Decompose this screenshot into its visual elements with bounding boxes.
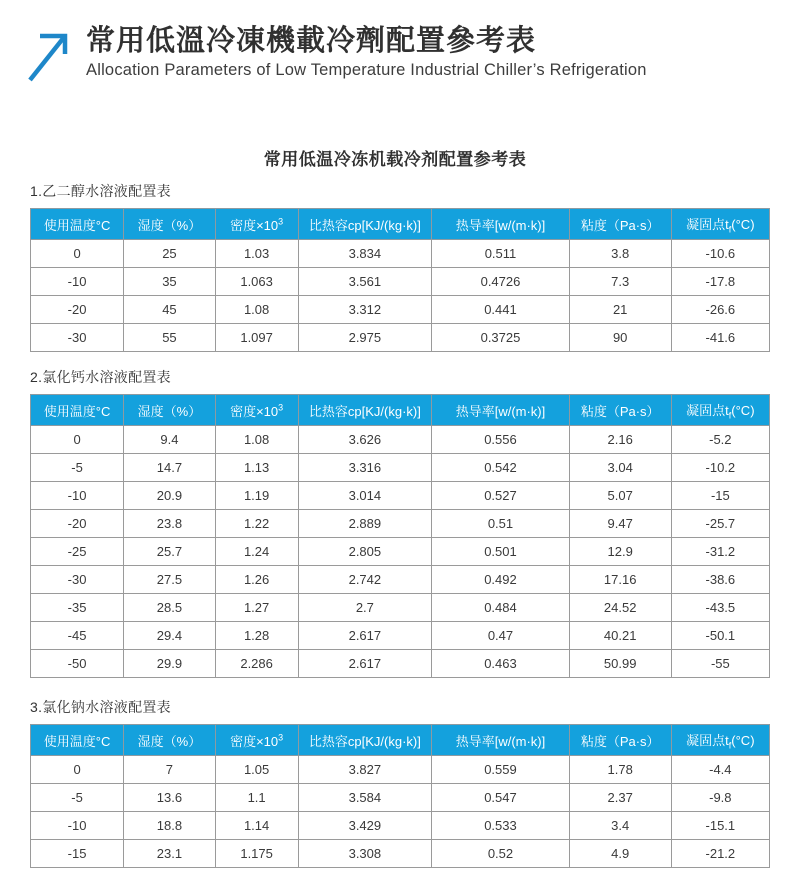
column-header: 粘度（Pa·s） (569, 395, 671, 426)
table-cell: 1.27 (215, 594, 298, 622)
table-cell: 3.834 (298, 240, 432, 268)
table-cell: -10 (31, 268, 124, 296)
table-cell: 7 (124, 756, 216, 784)
table-cell: 23.8 (124, 510, 216, 538)
table-cell: -45 (31, 622, 124, 650)
table-cell: -26.6 (671, 296, 769, 324)
arrow-up-right-icon (26, 28, 70, 89)
table-cell: 3.827 (298, 756, 432, 784)
table-header-row (31, 725, 770, 756)
table-row (31, 622, 770, 650)
table-row (31, 812, 770, 840)
table-cell: 1.78 (569, 756, 671, 784)
column-header: 热导率[w/(m·k)] (432, 395, 569, 426)
table-cell: -43.5 (671, 594, 769, 622)
table-cell: 2.805 (298, 538, 432, 566)
table-cell: 0.501 (432, 538, 569, 566)
brand-header (0, 0, 790, 89)
table-cell: 0.4726 (432, 268, 569, 296)
column-header: 湿度（%） (124, 725, 216, 756)
table-cell: 1.14 (215, 812, 298, 840)
table-cell: 24.52 (569, 594, 671, 622)
table-cell: 2.889 (298, 510, 432, 538)
table-cell: 0.542 (432, 454, 569, 482)
table-header-row (31, 209, 770, 240)
table-cell: -41.6 (671, 324, 769, 352)
table-row (31, 482, 770, 510)
table-cell: 1.063 (215, 268, 298, 296)
table-header-row (31, 395, 770, 426)
table-cell: -15 (671, 482, 769, 510)
table-cell: 3.308 (298, 840, 432, 868)
table-cell: 90 (569, 324, 671, 352)
table-cell: 55 (124, 324, 216, 352)
table-cell: 29.9 (124, 650, 216, 678)
table-cell: 0.547 (432, 784, 569, 812)
table-cell: 12.9 (569, 538, 671, 566)
document-title: 常用低温冷冻机载冷剂配置参考表 (263, 150, 527, 169)
table-cell: -50 (31, 650, 124, 678)
table-cell: 5.07 (569, 482, 671, 510)
table-cell: 3.4 (569, 812, 671, 840)
table-cell: 28.5 (124, 594, 216, 622)
table-cell: 3.626 (298, 426, 432, 454)
column-header: 比热容cp[KJ/(kg·k)] (298, 209, 432, 240)
column-header: 密度$\times 10^3$ (215, 395, 298, 426)
table-cell: 0 (31, 240, 124, 268)
table-cell: 0.556 (432, 426, 569, 454)
table-cell: 1.13 (215, 454, 298, 482)
table-cell: 0.47 (432, 622, 569, 650)
column-header: 密度$\times 10^3$ (215, 725, 298, 756)
table-cell: 27.5 (124, 566, 216, 594)
table-cell: 29.4 (124, 622, 216, 650)
table-cell: 0.559 (432, 756, 569, 784)
table-cell: 0 (31, 426, 124, 454)
table-row (31, 756, 770, 784)
table-cell: -31.2 (671, 538, 769, 566)
section-label-sodium-chloride: 3.氯化钠水溶液配置表 (30, 699, 171, 715)
table-row (31, 650, 770, 678)
table-cell: -10 (31, 482, 124, 510)
table-cell: 1.05 (215, 756, 298, 784)
table-cell: 1.097 (215, 324, 298, 352)
table-cell: 3.584 (298, 784, 432, 812)
table-cell: 2.975 (298, 324, 432, 352)
table-cell: 3.429 (298, 812, 432, 840)
table-cell: 2.7 (298, 594, 432, 622)
table-row (31, 240, 770, 268)
table-cell: -5 (31, 784, 124, 812)
table-cell: 50.99 (569, 650, 671, 678)
column-header: 使用温度°C (31, 725, 124, 756)
table-cell: 9.47 (569, 510, 671, 538)
table-cell: 1.24 (215, 538, 298, 566)
column-header: 湿度（%） (124, 395, 216, 426)
table-cell: -10.2 (671, 454, 769, 482)
table-cell: -30 (31, 324, 124, 352)
table-cell: 14.7 (124, 454, 216, 482)
section-label-calcium-chloride: 2.氯化钙水溶液配置表 (30, 369, 171, 385)
table-cell: 2.617 (298, 650, 432, 678)
column-header: 热导率[w/(m·k)] (432, 725, 569, 756)
table-cell: 1.19 (215, 482, 298, 510)
table-cell: 0.527 (432, 482, 569, 510)
table-cell: 7.3 (569, 268, 671, 296)
table-cell: -50.1 (671, 622, 769, 650)
table-cell: 2.742 (298, 566, 432, 594)
table-cell: 1.08 (215, 296, 298, 324)
table-cell: 45 (124, 296, 216, 324)
table-row (31, 268, 770, 296)
table-cell: 3.04 (569, 454, 671, 482)
table-cell: 3.8 (569, 240, 671, 268)
table-cell: 1.22 (215, 510, 298, 538)
table-row (31, 566, 770, 594)
table-cell: 21 (569, 296, 671, 324)
table-cell: 20.9 (124, 482, 216, 510)
table-cell: -10 (31, 812, 124, 840)
page-title: 常用低溫冷凍機載冷劑配置參考表 (86, 25, 537, 57)
table-cell: -35 (31, 594, 124, 622)
table-cell: 0.463 (432, 650, 569, 678)
column-header: 湿度（%） (124, 209, 216, 240)
table-cell: -9.8 (671, 784, 769, 812)
page-subtitle: Allocation Parameters of Low Temperature Industrial Chiller’s Refrigeration (86, 60, 647, 79)
table-cell: -5.2 (671, 426, 769, 454)
table-cell: 25 (124, 240, 216, 268)
table-cell: 25.7 (124, 538, 216, 566)
sodium-chloride-table (30, 724, 770, 868)
table-cell: 35 (124, 268, 216, 296)
table-row (31, 324, 770, 352)
table-cell: -55 (671, 650, 769, 678)
table-cell: 4.9 (569, 840, 671, 868)
table-cell: 3.312 (298, 296, 432, 324)
column-header: 比热容cp[KJ/(kg·k)] (298, 395, 432, 426)
table-cell: 0.492 (432, 566, 569, 594)
table-cell: -21.2 (671, 840, 769, 868)
table-cell: -10.6 (671, 240, 769, 268)
table-cell: -15 (31, 840, 124, 868)
table-cell: 1.03 (215, 240, 298, 268)
table-cell: 3.316 (298, 454, 432, 482)
column-header: 密度$\times 10^3$ (215, 209, 298, 240)
table-row (31, 840, 770, 868)
calcium-chloride-table (30, 394, 770, 678)
table-cell: 0.52 (432, 840, 569, 868)
table-cell: 0.51 (432, 510, 569, 538)
table-cell: 0.511 (432, 240, 569, 268)
table-cell: 3.014 (298, 482, 432, 510)
section-label-ethylene-glycol: 1.乙二醇水溶液配置表 (30, 183, 171, 199)
table-cell: 9.4 (124, 426, 216, 454)
table-row (31, 454, 770, 482)
table-cell: -38.6 (671, 566, 769, 594)
table-cell: 0.533 (432, 812, 569, 840)
column-header: 使用温度°C (31, 395, 124, 426)
column-header: 使用温度°C (31, 209, 124, 240)
column-header: 凝固点$t_f(^\circ C)$ (671, 209, 769, 240)
column-header: 凝固点$t_f(^\circ C)$ (671, 395, 769, 426)
table-cell: -30 (31, 566, 124, 594)
column-header: 热导率[w/(m·k)] (432, 209, 569, 240)
table-cell: 40.21 (569, 622, 671, 650)
brand-text (86, 26, 647, 80)
table-cell: -25.7 (671, 510, 769, 538)
table-row (31, 296, 770, 324)
column-header: 粘度（Pa·s） (569, 725, 671, 756)
table-cell: 3.561 (298, 268, 432, 296)
table-cell: 1.1 (215, 784, 298, 812)
table-cell: 13.6 (124, 784, 216, 812)
table-row (31, 784, 770, 812)
table-cell: 17.16 (569, 566, 671, 594)
table-cell: 1.08 (215, 426, 298, 454)
table-cell: -20 (31, 510, 124, 538)
table-row (31, 594, 770, 622)
ethylene-glycol-table (30, 208, 770, 352)
table-cell: 18.8 (124, 812, 216, 840)
table-row (31, 538, 770, 566)
column-header: 粘度（Pa·s） (569, 209, 671, 240)
column-header: 凝固点$t_f(^\circ C)$ (671, 725, 769, 756)
table-cell: -5 (31, 454, 124, 482)
table-cell: 1.26 (215, 566, 298, 594)
table-cell: 0.441 (432, 296, 569, 324)
table-cell: 2.37 (569, 784, 671, 812)
table-cell: 2.617 (298, 622, 432, 650)
table-cell: 0.3725 (432, 324, 569, 352)
table-cell: 2.286 (215, 650, 298, 678)
table-row (31, 426, 770, 454)
table-cell: -17.8 (671, 268, 769, 296)
column-header: 比热容cp[KJ/(kg·k)] (298, 725, 432, 756)
table-cell: -4.4 (671, 756, 769, 784)
table-cell: -25 (31, 538, 124, 566)
table-cell: 2.16 (569, 426, 671, 454)
table-cell: 1.175 (215, 840, 298, 868)
table-cell: 23.1 (124, 840, 216, 868)
table-cell: -15.1 (671, 812, 769, 840)
table-cell: 1.28 (215, 622, 298, 650)
table-cell: 0.484 (432, 594, 569, 622)
table-cell: 0 (31, 756, 124, 784)
table-row (31, 510, 770, 538)
table-cell: -20 (31, 296, 124, 324)
